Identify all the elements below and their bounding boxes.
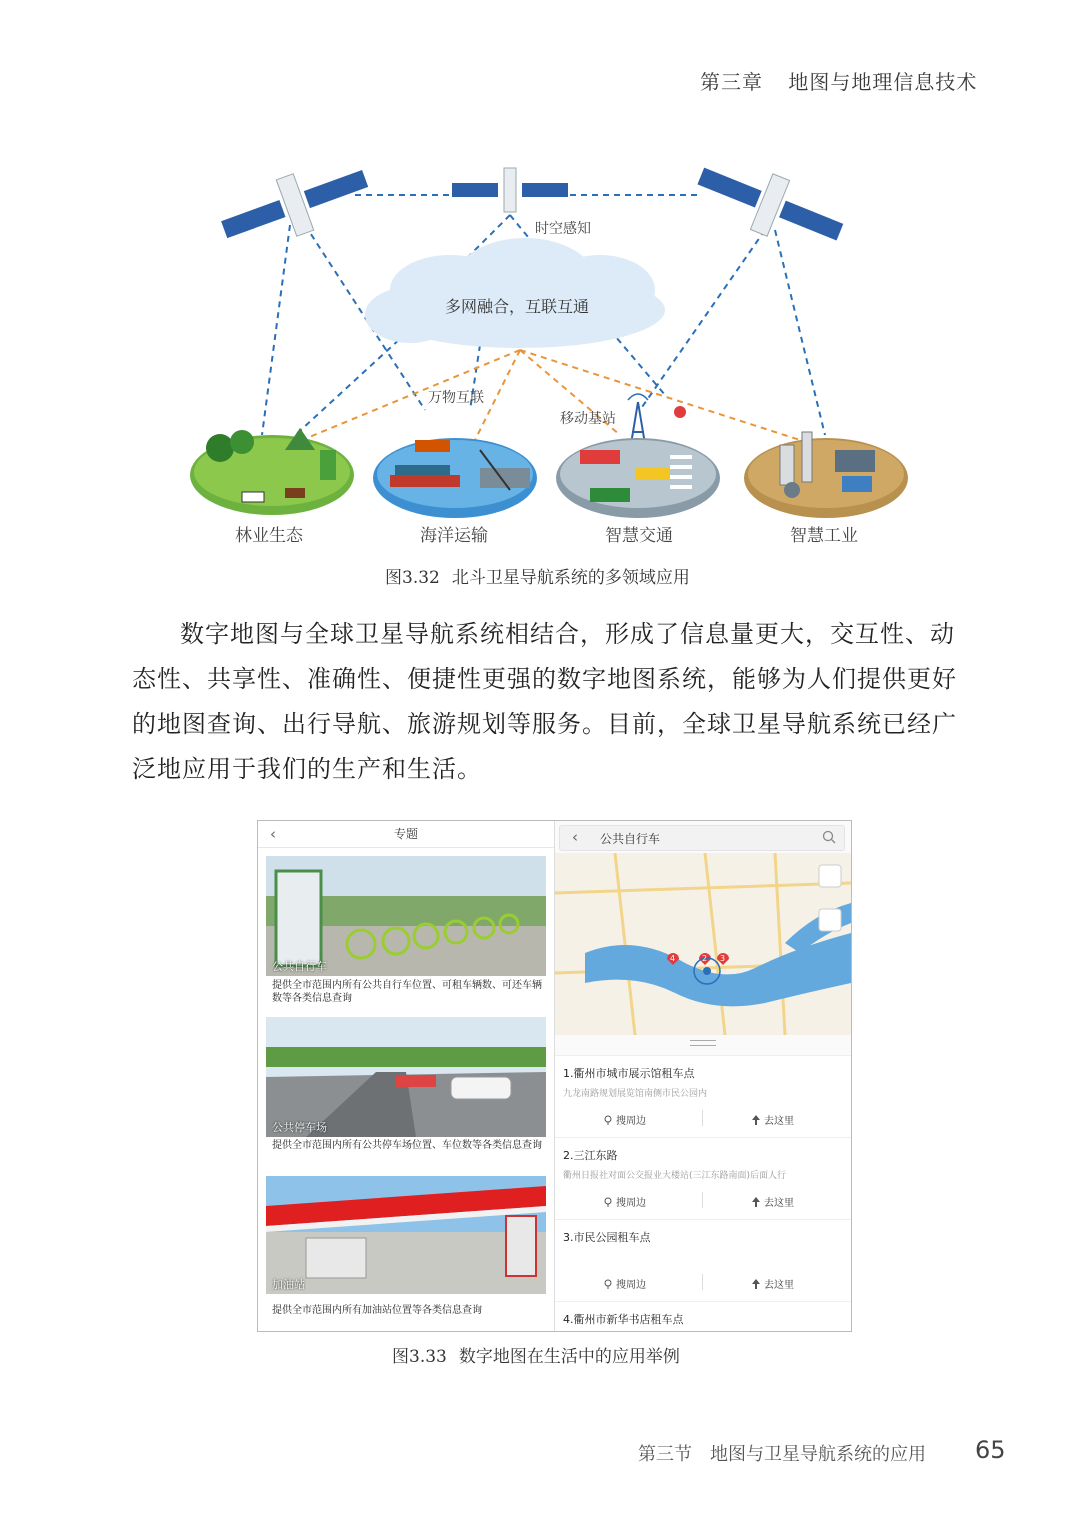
nearby-button[interactable]: [603, 1276, 646, 1291]
result-item[interactable]: [555, 1137, 851, 1220]
map-panel: [555, 821, 851, 1331]
label-sensing: 时空感知: [535, 221, 591, 237]
running-header: [700, 66, 990, 95]
topic-card-gas-station[interactable]: [266, 1176, 546, 1326]
navigate-label: 去这里: [764, 1280, 794, 1291]
card-description: 提供全市范围内所有加油站位置等各类信息查询: [272, 1305, 482, 1316]
topic-panel-title: 专题: [258, 821, 554, 848]
navigation-arrow-icon: [751, 1197, 761, 1207]
domain-forestry: [190, 428, 354, 515]
caption-text: 数字地图在生活中的应用举例: [458, 1347, 680, 1367]
running-footer: [638, 1440, 926, 1466]
domain-marine: [373, 438, 537, 518]
action-divider: [702, 1274, 703, 1290]
map-panel-title: 公共自行车: [600, 832, 661, 846]
nearby-label: 搜周边: [616, 1280, 646, 1291]
label-cloud: 多网融合，互联互通: [445, 297, 590, 316]
page-number: 65: [975, 1436, 1006, 1464]
map-search-bar[interactable]: [559, 825, 845, 851]
back-arrow-icon[interactable]: ‹: [572, 828, 578, 846]
card-label: 公共自行车: [272, 960, 327, 973]
location-pin-icon: [603, 1115, 613, 1125]
label-iot: 万物互联: [428, 390, 484, 406]
figure-beidou-applications: [180, 150, 930, 560]
satellite-icon-center: [452, 168, 568, 212]
body-paragraph: 数字地图与全球卫星导航系统相结合，形成了信息量更大，交互性、动态性、共享性、准确性、便捷性更强的数字地图系统，能够为人们提供更好的地图查询、出行导航、旅游规划等服务。目前，全球卫星导航系统已经广泛地应用于我们的生产和生活。: [132, 620, 957, 783]
topic-panel: [258, 821, 555, 1331]
map-layers-icon: [819, 909, 841, 931]
gas-station-photo: [266, 1176, 546, 1294]
location-pin-icon: [603, 1279, 613, 1289]
nearby-label: 搜周边: [616, 1198, 646, 1209]
marker-label: 3: [720, 954, 726, 963]
navigate-label: 去这里: [764, 1116, 794, 1127]
card-description: 提供全市范围内所有公共自行车位置、可租车辆数、可还车辆数等各类信息查询: [272, 980, 542, 1004]
result-name: 2.三江东路: [563, 1149, 618, 1162]
satellite-icon-left: [214, 151, 375, 259]
card-label: 公共停车场: [272, 1121, 327, 1134]
result-address: 衢州日报社对面公交报业大楼站(三江东路南面)后面人行: [563, 1171, 787, 1181]
result-item[interactable]: [555, 1219, 851, 1302]
navigate-button[interactable]: [751, 1194, 794, 1209]
nearby-button[interactable]: [603, 1194, 646, 1209]
domain-industry: [744, 432, 908, 518]
satellite-icon-right: [689, 150, 851, 261]
location-pin-icon: [603, 1197, 613, 1207]
parking-photo: [266, 1017, 546, 1137]
card-label: 加油站: [272, 1278, 305, 1291]
marker-label: 4: [670, 954, 676, 963]
figure-caption-3-32: [385, 563, 690, 588]
section-number: 第三节: [638, 1444, 692, 1465]
caption-number: 图3.33: [392, 1347, 447, 1367]
drawer-handle[interactable]: [690, 1040, 716, 1046]
iot-links: [290, 350, 800, 445]
domain-label-marine: 海洋运输: [420, 526, 488, 546]
caption-text: 北斗卫星导航系统的多领域应用: [451, 568, 690, 588]
figure-caption-3-33: [392, 1342, 680, 1367]
city-map[interactable]: [555, 853, 851, 1035]
nearby-button[interactable]: [603, 1112, 646, 1127]
caption-number: 图3.32: [385, 568, 440, 588]
marker-label: 2: [702, 954, 708, 963]
result-name: 3.市民公园租车点: [563, 1231, 651, 1244]
result-item[interactable]: [555, 1055, 851, 1138]
back-arrow-icon[interactable]: ‹: [270, 825, 276, 843]
topic-card-parking[interactable]: [266, 1017, 546, 1167]
navigation-arrow-icon: [751, 1279, 761, 1289]
label-base-station: 移动基站: [560, 411, 616, 427]
result-name: 1.衢州市城市展示馆租车点: [563, 1067, 695, 1080]
navigate-button[interactable]: [751, 1276, 794, 1291]
result-item[interactable]: [555, 1301, 851, 1332]
chapter-number: 第三章: [700, 70, 763, 94]
domain-label-industry: 智慧工业: [790, 526, 858, 546]
chapter-title: 地图与地理信息技术: [788, 70, 978, 94]
cloud-shape: [365, 238, 665, 348]
domain-label-forestry: 林业生态: [235, 526, 303, 546]
nearby-label: 搜周边: [616, 1116, 646, 1127]
bike-photo: [266, 856, 546, 976]
navigation-arrow-icon: [751, 1115, 761, 1125]
search-icon[interactable]: [822, 830, 836, 844]
result-name: 4.衢州市新华书店租车点: [563, 1313, 684, 1326]
action-divider: [702, 1192, 703, 1208]
layer-toggle-icon: [819, 865, 841, 887]
action-divider: [702, 1110, 703, 1126]
domain-label-traffic: 智慧交通: [605, 526, 673, 546]
section-title: 地图与卫星导航系统的应用: [710, 1444, 926, 1465]
navigate-button[interactable]: [751, 1112, 794, 1127]
card-description: 提供全市范围内所有公共停车场位置、车位数等各类信息查询: [272, 1140, 542, 1151]
navigate-label: 去这里: [764, 1198, 794, 1209]
figure-app-screenshot: [257, 820, 852, 1332]
topic-card-bike[interactable]: [266, 856, 546, 1006]
domain-traffic: [556, 438, 720, 518]
result-address: 九龙南路规划展览馆南侧市民公园内: [563, 1089, 708, 1099]
